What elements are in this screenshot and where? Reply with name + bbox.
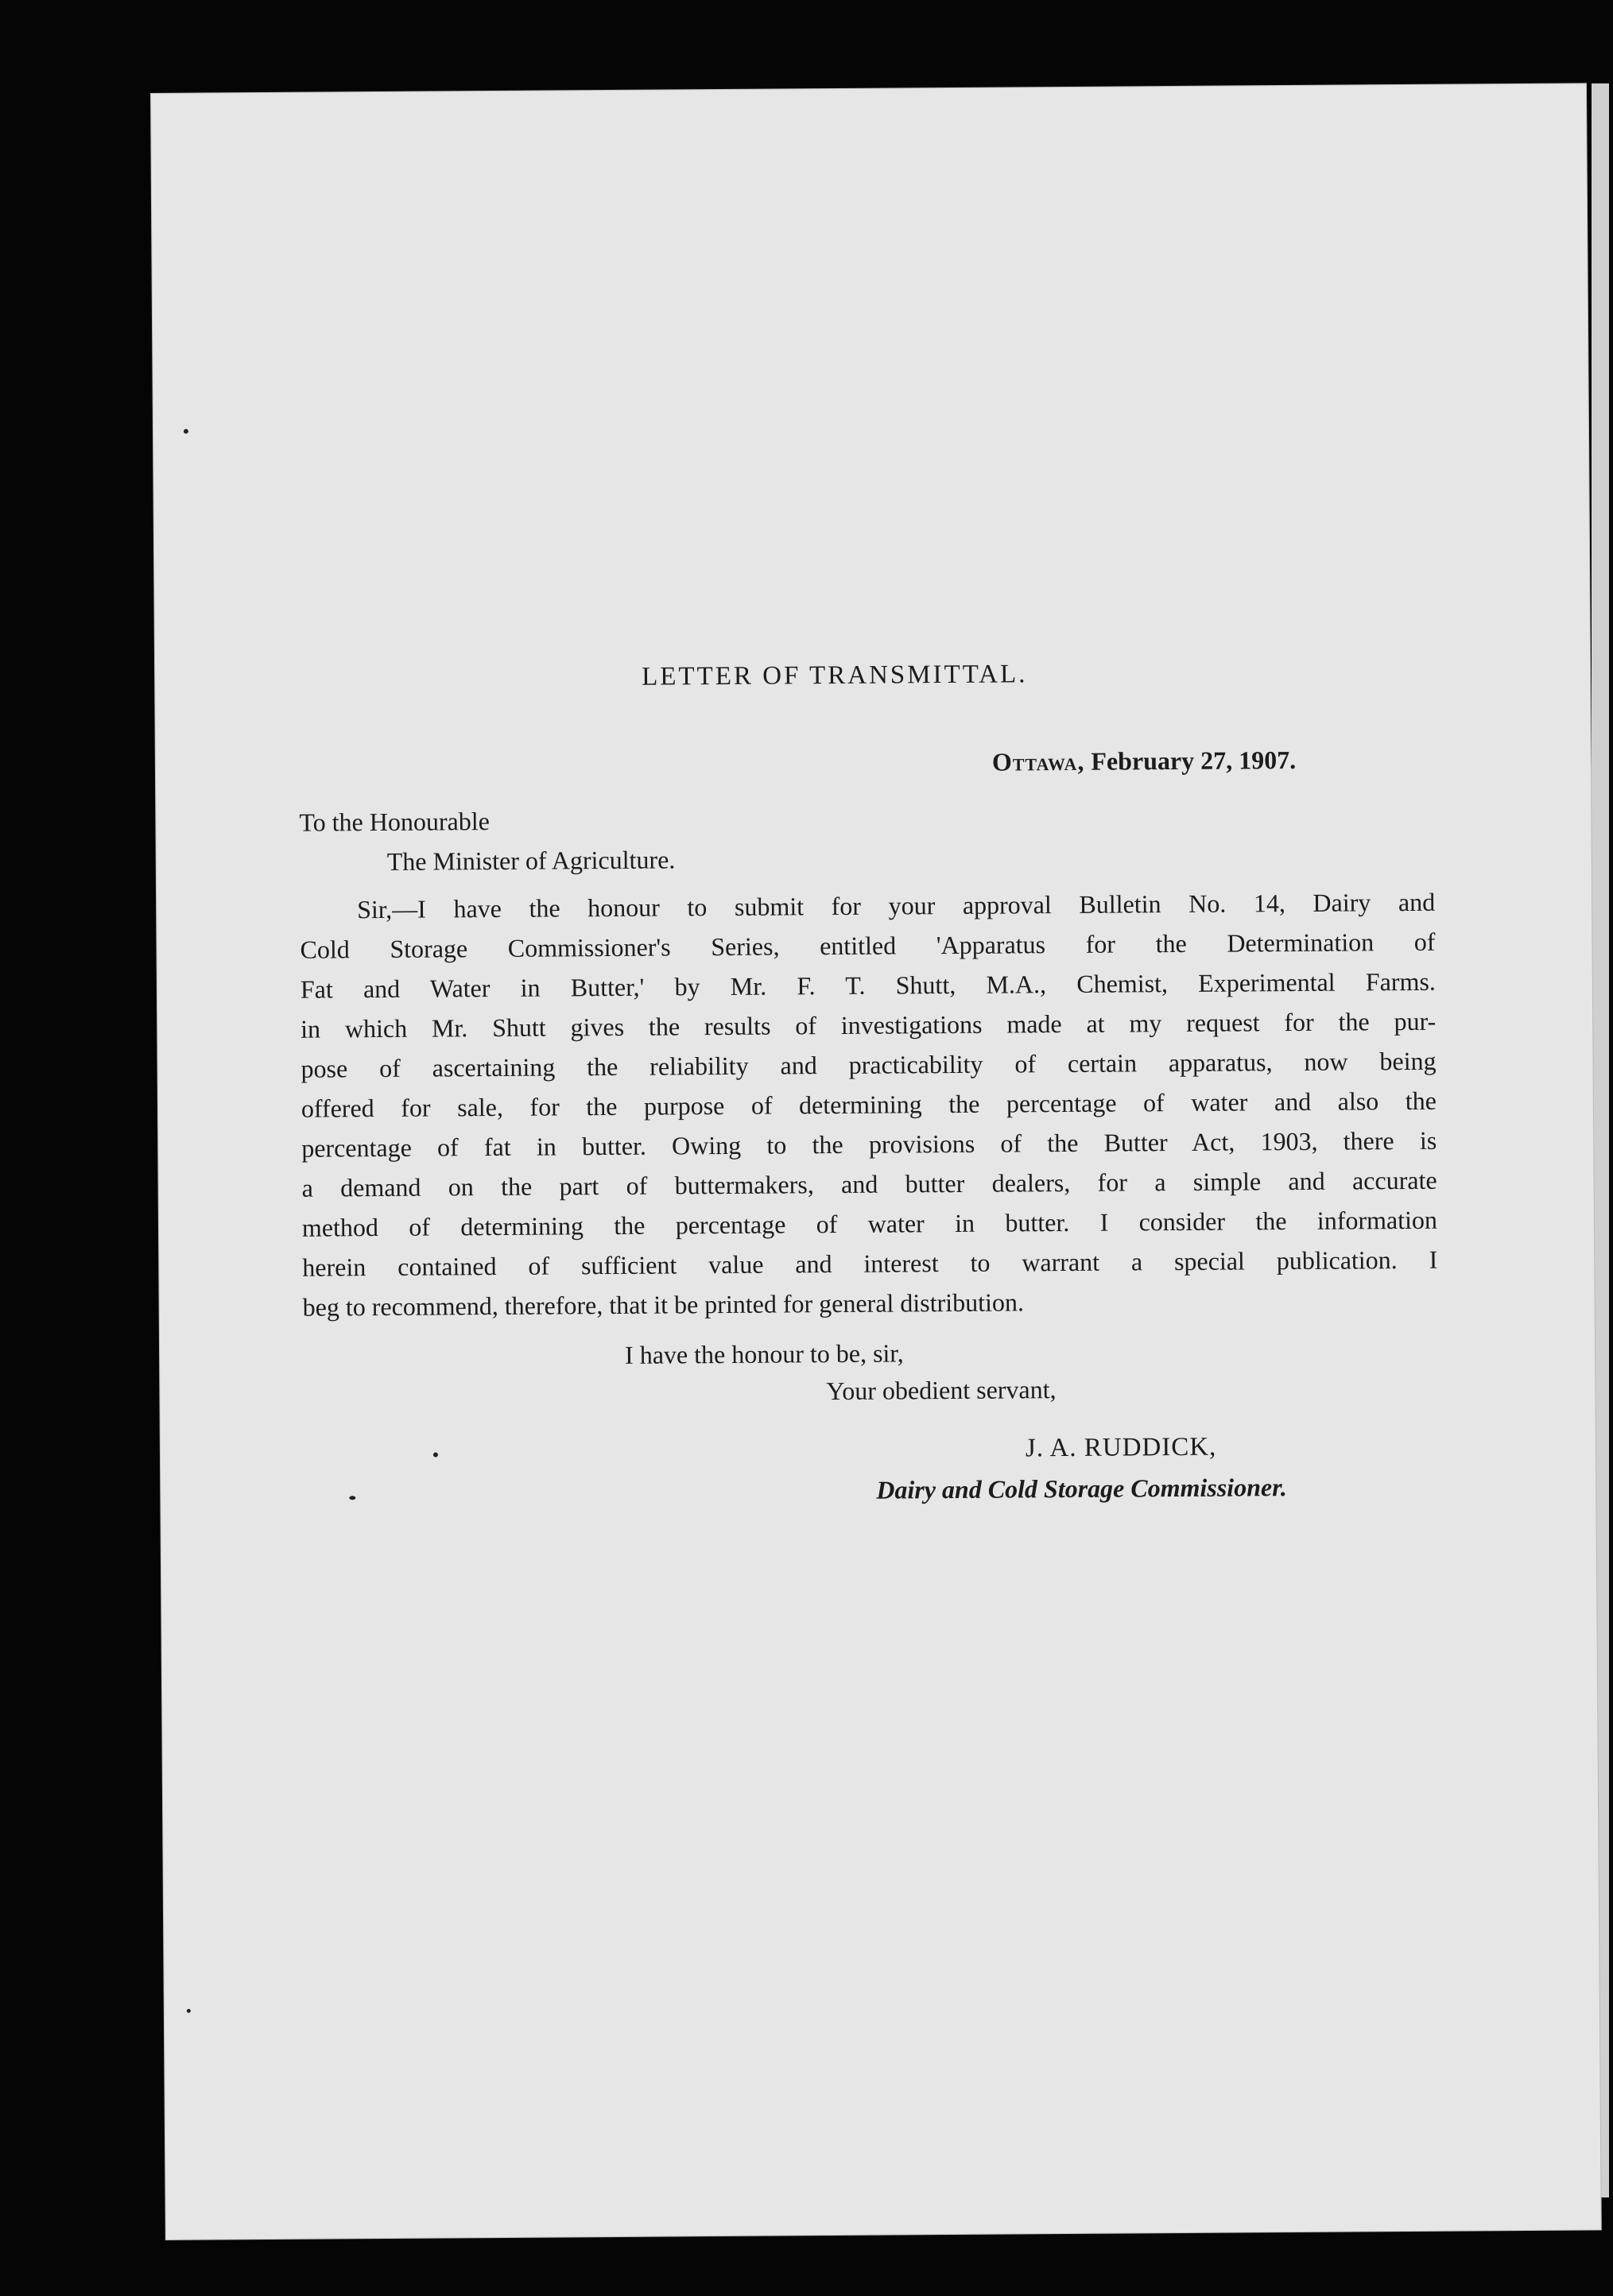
body-line: in which Mr. Shutt gives the results of investigations made at my request for the pur- bbox=[300, 1006, 1437, 1043]
letter-page bbox=[151, 83, 1601, 2240]
body-line: beg to recommend, therefore, that it be printed for general distribution. bbox=[302, 1287, 1025, 1322]
signature-name: J. A. RUDDICK, bbox=[1025, 1432, 1217, 1463]
body-line: Fat and Water in Butter,' by Mr. F. T. Shutt, M.A., Chemist, Experimental Farms. bbox=[300, 966, 1436, 1004]
body-line: offered for sale, for the purpose of determining the percentage of water and also the bbox=[300, 1086, 1437, 1123]
body-line: Sir,—I have the honour to submit for your approval Bulletin No. 14, Dairy and bbox=[357, 887, 1436, 924]
dateline-place: Ottawa, bbox=[991, 746, 1085, 776]
body-line: pose of ascertaining the reliability and practicability of certain apparatus, now being bbox=[300, 1046, 1437, 1083]
salutation: To the Honourable bbox=[299, 807, 490, 837]
body-line: method of determining the percentage of water in butter. I consider the information bbox=[301, 1205, 1438, 1242]
closing-line: Your obedient servant, bbox=[826, 1375, 1057, 1406]
margin-speck bbox=[184, 429, 188, 434]
body-line: herein contained of sufficient value and interest to warrant a special publication. I bbox=[302, 1245, 1438, 1282]
body-line: percentage of fat in butter. Owing to the provisions of the Butter Act, 1903, there is bbox=[301, 1125, 1437, 1163]
recipient: The Minister of Agriculture. bbox=[386, 845, 676, 876]
dateline bbox=[992, 745, 1297, 777]
signature-title: Dairy and Cold Storage Commissioner. bbox=[876, 1473, 1287, 1504]
body-line: a demand on the part of buttermakers, and butter dealers, for a simple and accurate bbox=[301, 1165, 1437, 1202]
margin-speck bbox=[187, 2009, 191, 2013]
margin-speck bbox=[433, 1453, 438, 1458]
closing-line: I have the honour to be, sir, bbox=[624, 1338, 904, 1369]
margin-speck bbox=[349, 1496, 355, 1500]
letter-heading: LETTER OF TRANSMITTAL. bbox=[642, 660, 1028, 691]
body-line: Cold Storage Commissioner's Series, entitled 'Apparatus for the Determination of bbox=[300, 927, 1436, 964]
dateline-date: February 27, 1907. bbox=[1091, 745, 1297, 776]
